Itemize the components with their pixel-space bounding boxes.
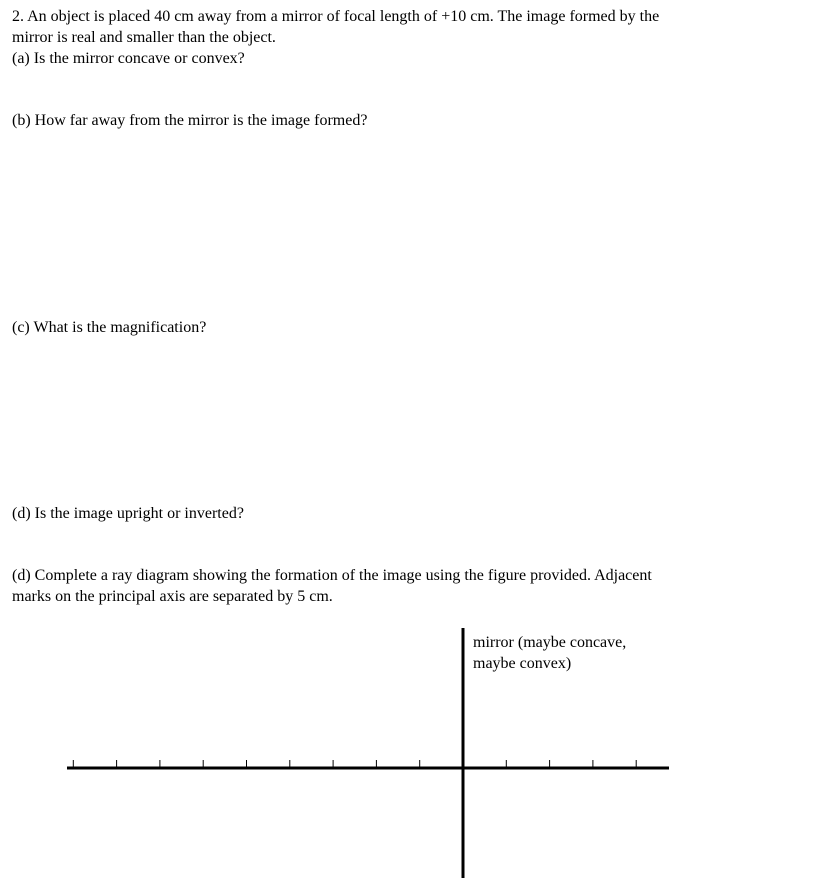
- question-part-e-line-1: (d) Complete a ray diagram showing the formation of the image using the figure provided. Adjacent: [12, 567, 652, 584]
- question-part-b: (b) How far away from the mirror is the image formed?: [12, 112, 368, 129]
- question-part-d: (d) Is the image upright or inverted?: [12, 505, 244, 522]
- question-intro-line-2: mirror is real and smaller than the object.: [12, 29, 276, 46]
- mirror-label-line-2: maybe convex): [473, 655, 572, 672]
- question-part-a: (a) Is the mirror concave or convex?: [12, 50, 245, 67]
- question-part-c: (c) What is the magnification?: [12, 319, 207, 336]
- mirror-label-line-1: mirror (maybe concave,: [473, 634, 627, 651]
- question-part-e-line-2: marks on the principal axis are separated by 5 cm.: [12, 588, 333, 605]
- question-intro-line-1: 2. An object is placed 40 cm away from a mirror of focal length of +10 cm. The image formed by the: [12, 8, 660, 25]
